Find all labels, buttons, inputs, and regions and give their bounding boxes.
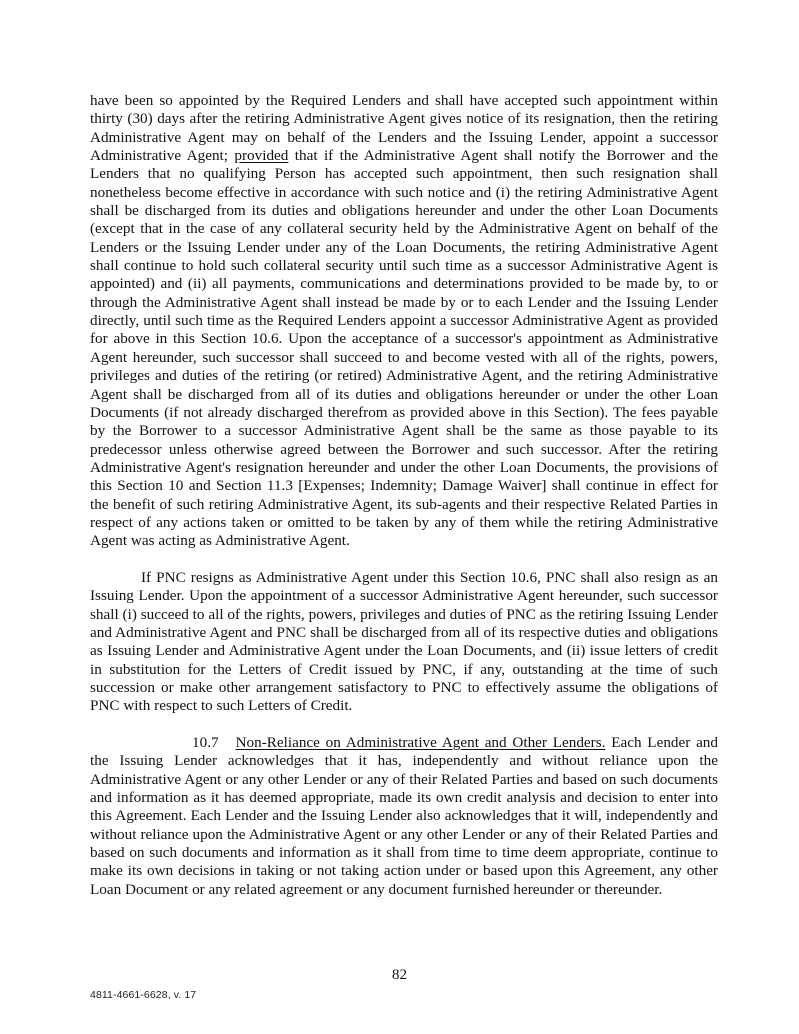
page-number: 82 [391,966,408,983]
paragraph-1-part-1: have been so appointed by the Required Lenders and shall have accepted such appointment within thirty (30) days after the retiring Administrative Agent gives notice of its resignation, then the retiring Administrative Agent may on behalf of the Lenders and the Issuing Lender, appoint a successor Administrative Agent; [90,92,718,165]
paragraph-section-10-7 [90,734,718,899]
paragraph-3-text: Each Lender and the Issuing Lender acknowledges that it has, independently and without reliance upon the Administrative Agent or any other Lender or any of their Related Parties and based on such documents and information as it has deemed appropriate, made its own credit analysis and decision to enter into this Agreement. Each Lender and the Issuing Lender also acknowledges that it will, independently and without reliance upon the Administrative Agent or any other Lender or any of their Related Parties and based on such documents and information as it shall from time to time deem appropriate, continue to make its own decisions in taking or not taking action under or based upon this Agreement, any other Loan Document or any related agreement or any document furnished hereunder or thereunder. [90,734,718,898]
section-number-10-7: 10.7 [192,734,219,752]
inline-underlined-provided: provided [234,147,289,165]
paragraph-1-part-2: that if the Administrative Agent shall notify the Borrower and the Lenders that no qualifying Person has accepted such appointment, then such resignation shall nonetheless become effective in accordance with such notice and (i) the retiring Administrative Agent shall be discharged from its duties and obligations hereunder and under the other Loan Documents (except that in the case of any collateral security held by the Administrative Agent on behalf of the Lenders or the Issuing Lender under any of the Loan Documents, the retiring Administrative Agent shall continue to hold such collateral security until such time as a successor Administrative Agent is appointed) and (ii) all payments, communications and determinations provided to be made by, to or through the Administrative Agent shall instead be made by or to each Lender and the Issuing Lender directly, until such time as the Required Lenders appoint a successor Administrative Agent as provided for above in this Section 10.6. Upon the acceptance of a successor's appointment as Administrative Agent hereunder, such successor shall succeed to and become vested with all of the rights, powers, privileges and duties of the retiring (or retired) Administrative Agent, and the retiring Administrative Agent shall be discharged from all of its duties and obligations hereunder or under the other Loan Documents (if not already discharged therefrom as provided above in this Section). The fees payable by the Borrower to a successor Administrative Agent shall be the same as those payable to its predecessor unless otherwise agreed between the Borrower and such successor. After the retiring Administrative Agent's resignation hereunder and under the other Loan Documents, the provisions of this Section 10 and Section 11.3 [Expenses; Indemnity; Damage Waiver] shall continue in effect for the benefit of such retiring Administrative Agent, its sub-agents and their respective Related Parties in respect of any actions taken or omitted to be taken by any of them while the retiring Administrative Agent was acting as Administrative Agent. [90,147,718,550]
paragraph-pnc-resignation [90,569,718,716]
paragraph-2-text: If PNC resigns as Administrative Agent under this Section 10.6, PNC shall also resign as an Issuing Lender. Upon the appointment of a successor Administrative Agent hereunder, such successor shall (i) succeed to all of the rights, powers, privileges and duties of PNC as the retiring Issuing Lender and Administrative Agent and PNC shall be discharged from all of its respective duties and obligations as Issuing Lender and Administrative Agent under the Loan Documents, and (ii) issue letters of credit in substitution for the Letters of Credit issued by PNC, if any, outstanding at the time of such succession or make other arrangement satisfactory to PNC to effectively assume the obligations of PNC with respect to such Letters of Credit. [90,568,718,715]
document-reference-footer: 4811-4661-6628, v. 17 [90,989,197,1001]
document-body [90,92,718,899]
paragraph-continuation [90,92,718,551]
section-heading-non-reliance: Non-Reliance on Administrative Agent and Other Lenders. [235,734,606,752]
